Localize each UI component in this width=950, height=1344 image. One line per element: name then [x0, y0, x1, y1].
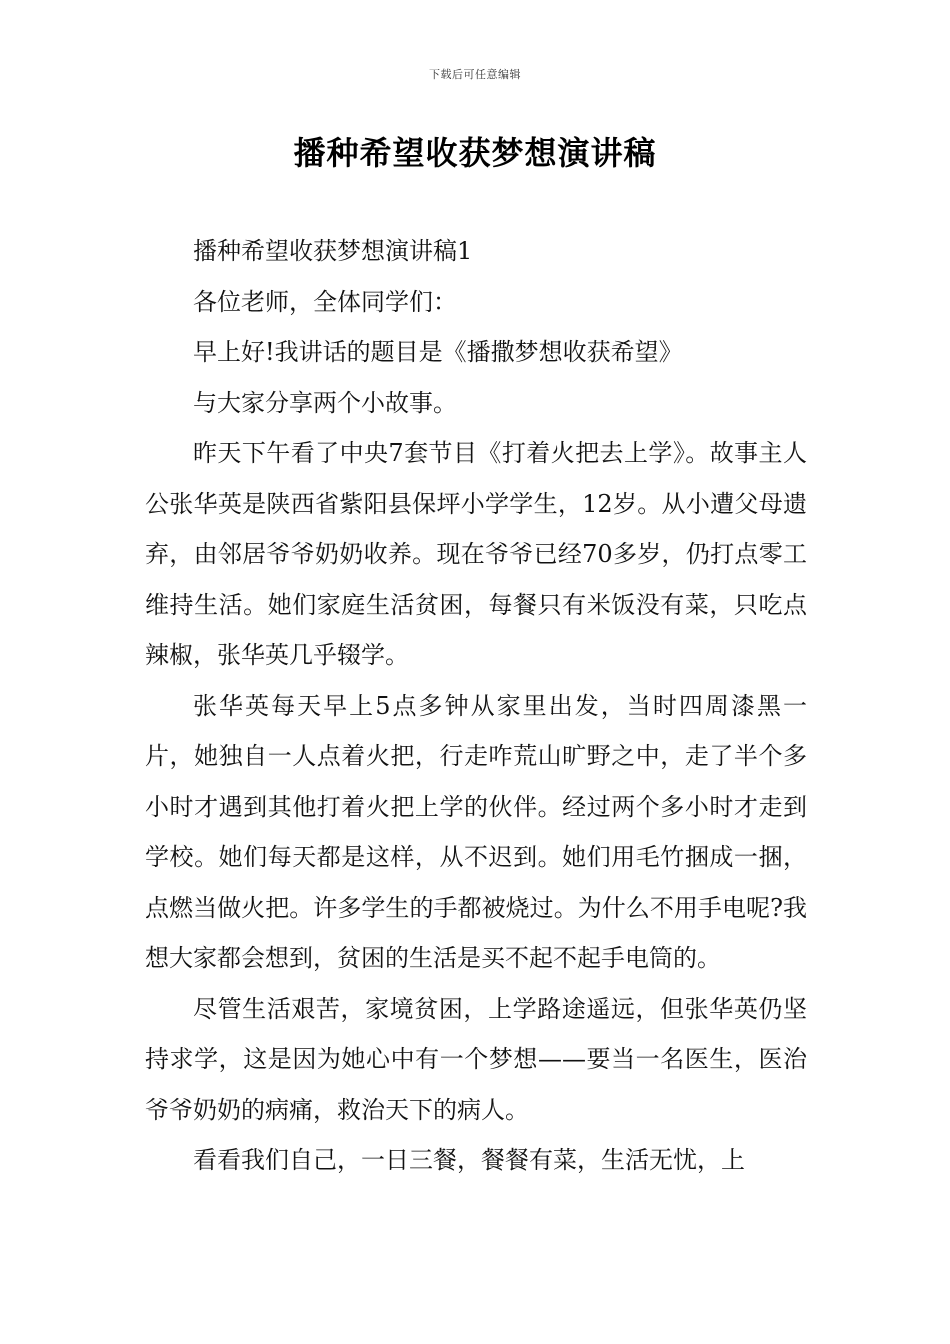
paragraph-greeting: 各位老师，全体同学们： [193, 287, 457, 316]
document-body [145, 226, 807, 1186]
paragraph-story-3: 尽管生活艰苦，家境贫困，上学路途遥远，但张华英仍坚持求学，这是因为她心中有一个梦想——要当一名医生，医治爷爷奶奶的病痛，救治天下的病人。 [145, 994, 807, 1124]
header-note: 下载后可任意编辑 [429, 68, 521, 81]
paragraph-subtitle: 播种希望收获梦想演讲稿1 [193, 237, 473, 265]
paragraph-intro: 与大家分享两个小故事。 [193, 388, 457, 417]
document-title: 播种希望收获梦想演讲稿 [293, 134, 657, 172]
paragraph-story-2: 张华英每天早上5点多钟从家里出发，当时四周漆黑一片，她独自一人点着火把，行走咋荒山旷野之中，走了半个多小时才遇到其他打着火把上学的伙伴。经过两个多小时才走到学校。她们每天都是这样，从不迟到。她们用毛竹捆成一捆，点燃当做火把。许多学生的手都被烧过。为什么不用手电呢?我想大家都会想到，贫困的生活是买不起不起手电筒的。 [145, 691, 807, 972]
paragraph-topic: 早上好!我讲话的题目是《播撒梦想收获希望》 [193, 338, 683, 366]
paragraph-story-1: 昨天下午看了中央7套节目《打着火把去上学》。故事主人公张华英是陕西省紫阳县保坪小学学生，12岁。从小遭父母遗弃，由邻居爷爷奶奶收养。现在爷爷已经70多岁，仍打点零工维持生活。她们家庭生活贫困，每餐只有米饭没有菜，只吃点辣椒，张华英几乎辍学。 [145, 439, 807, 669]
paragraph-reflection: 看看我们自己，一日三餐，餐餐有菜，生活无忧，上 [193, 1146, 745, 1174]
